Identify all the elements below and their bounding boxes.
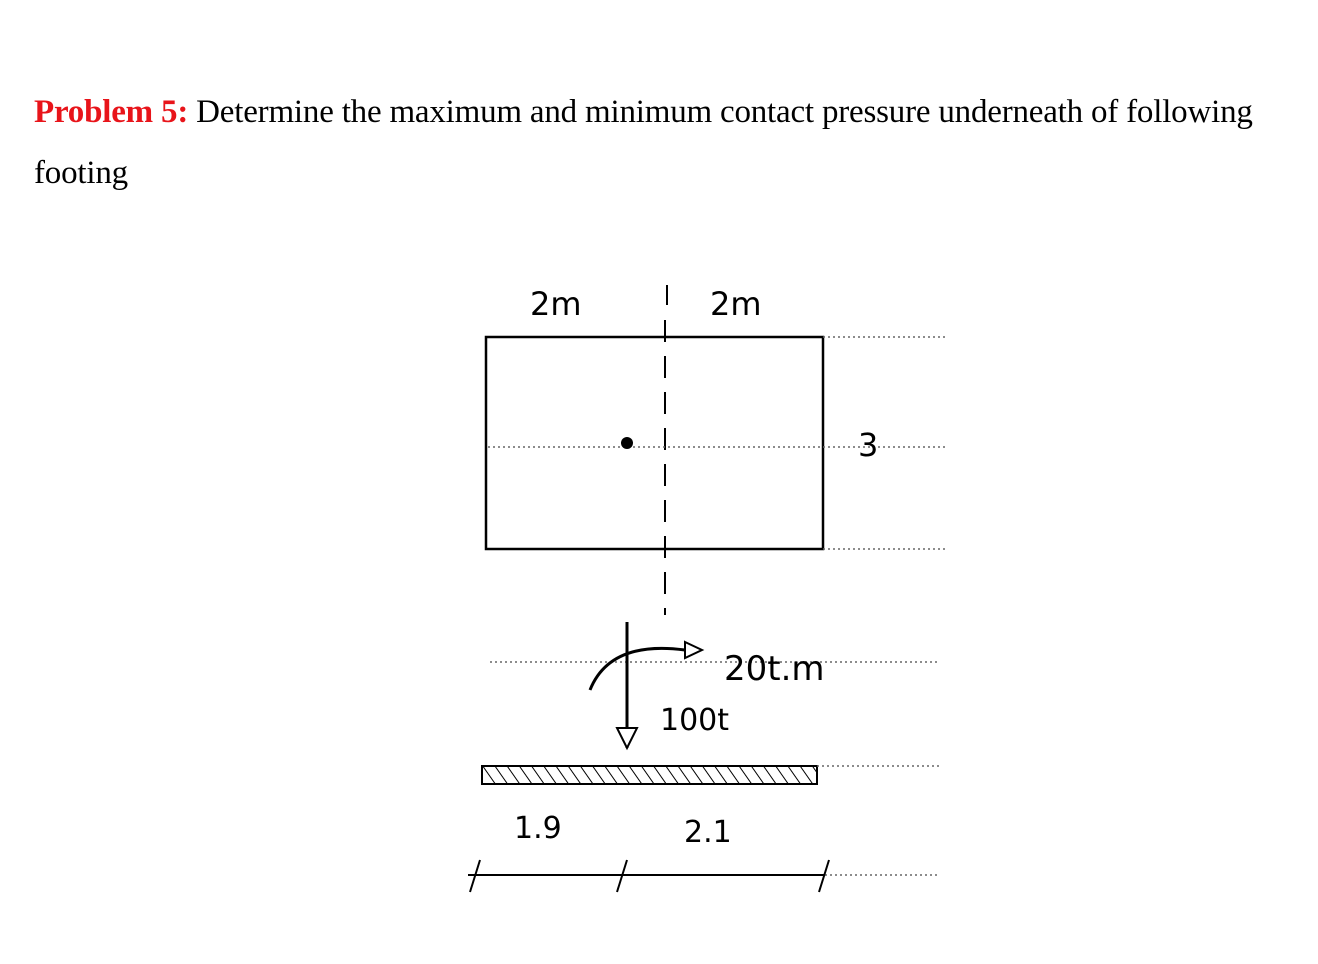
footing-plan-rectangle [486,337,823,549]
problem-text: Determine the maximum and minimum contact pressure underneath of following footing [34,94,1253,191]
footing-figure [440,270,960,910]
left-width-label: 2m [530,285,582,323]
load-arrowhead [617,728,637,748]
right-distance-label: 2.1 [684,815,732,850]
left-distance-label: 1.9 [514,811,562,846]
moment-arrowhead [685,642,702,658]
moment-arc [590,648,685,690]
depth-label: 3 [858,426,879,464]
problem-statement [34,82,1284,204]
load-point [621,437,633,449]
load-label: 100t [660,703,730,738]
footing-sketch [440,270,960,910]
footing-section [482,766,817,784]
problem-label: Problem 5: [34,94,189,130]
moment-label: 20t.m [724,649,825,689]
right-width-label: 2m [710,285,762,323]
